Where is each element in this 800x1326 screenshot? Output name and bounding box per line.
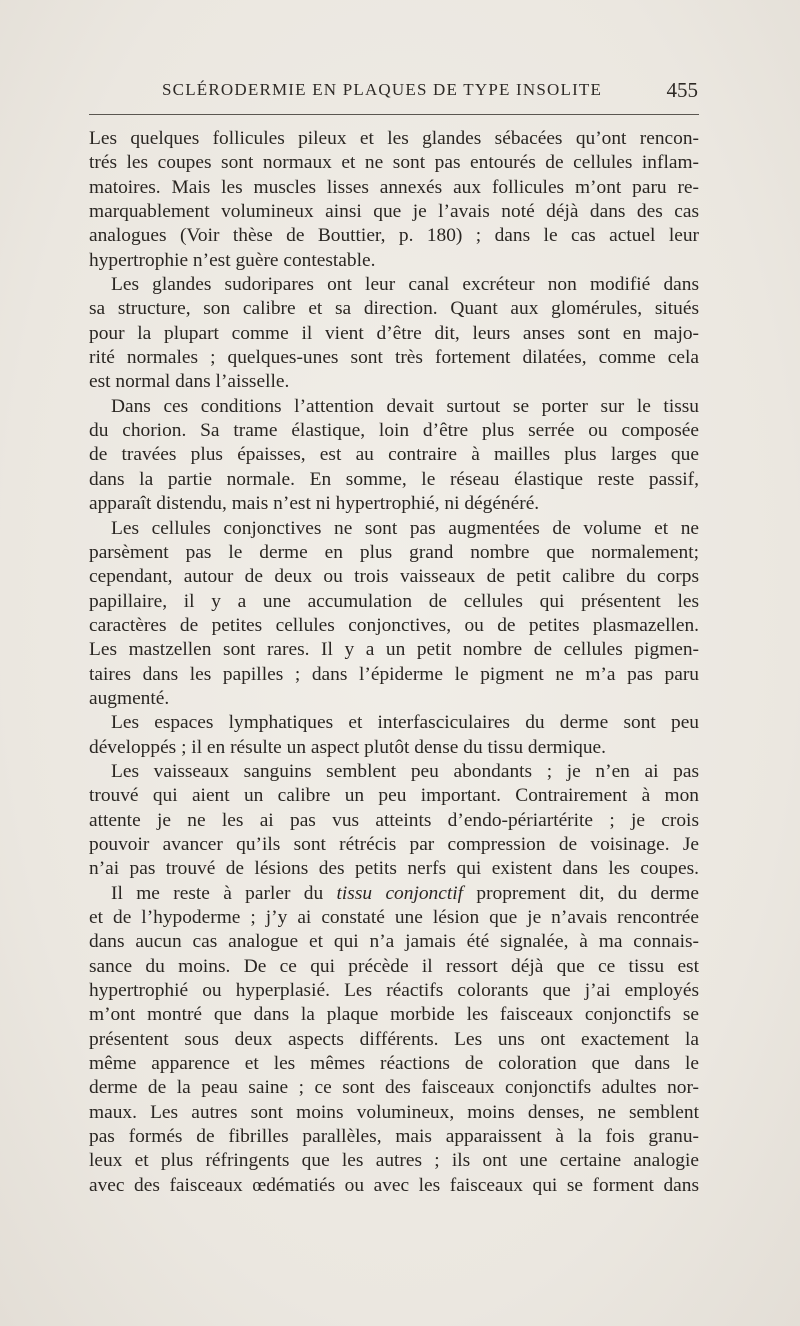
page-header	[88, 80, 700, 106]
text-line: du chorion. Sa trame élastique, loin d’être plus serrée ou composée	[89, 420, 699, 442]
text-line: Les espaces lymphatiques et interfasciculaires du derme sont peu	[111, 712, 699, 734]
text-line: hypertrophie n’est guère contestable.	[89, 249, 376, 271]
text-line: Les mastzellen sont rares. Il y a un petit nombre de cellules pigmen-	[89, 639, 699, 661]
text-line: développés ; il en résulte un aspect plutôt dense du tissu dermique.	[89, 736, 606, 758]
text-line: apparaît distendu, mais n’est ni hypertrophié, ni dégénéré.	[89, 493, 540, 515]
text-line: présentent sous deux aspects différents. Les uns ont exactement la	[89, 1028, 699, 1050]
text-line: attente je ne les ai pas vus atteints d’endo-périartérite ; je crois	[89, 809, 699, 831]
text-line: trés les coupes sont normaux et ne sont pas entourés de cellules inflam-	[89, 152, 699, 174]
text-line: et de l’hypoderme ; j’y ai constaté une lésion que je n’avais rencontrée	[89, 907, 699, 928]
text-segment: Il me reste à parler du	[111, 882, 324, 904]
text-line: avec des faisceaux œdématiés ou avec les faisceaux qui se forment dans	[89, 1174, 699, 1196]
text-line: dans aucun cas analogue et qui n’a jamais été signalée, à ma connais-	[89, 931, 699, 953]
text-line: augmenté.	[89, 687, 170, 709]
header-rule	[89, 114, 699, 115]
text-line: est normal dans l’aisselle.	[89, 371, 290, 393]
text-line: rité normales ; quelques-unes sont très fortement dilatées, comme cela	[89, 347, 699, 369]
text-line: Les cellules conjonctives ne sont pas augmentées de volume et ne	[111, 517, 699, 539]
text-line-with-italic	[89, 882, 699, 906]
text-segment: proprement dit, du derme	[476, 882, 699, 904]
text-line: papillaire, il y a une accumulation de cellules qui présentent les	[89, 590, 699, 612]
text-line: cependant, autour de deux ou trois vaisseaux de petit calibre du corps	[89, 566, 699, 588]
running-title: SCLÉRODERMIE EN PLAQUES DE TYPE INSOLITE	[162, 80, 603, 99]
text-line: hypertrophié ou hyperplasié. Les réactifs colorants que j’ai employés	[89, 980, 699, 1002]
text-line: derme de la peau saine ; ce sont des faisceaux conjonctifs adultes nor-	[89, 1077, 699, 1099]
text-line: pouvoir avancer qu’ils sont rétrécis par compression de voisinage. Je	[89, 833, 699, 855]
text-line: maux. Les autres sont moins volumineux, moins denses, ne semblent	[89, 1101, 699, 1123]
text-line: dans la partie normale. En somme, le réseau élastique reste passif,	[89, 468, 699, 490]
text-line: parsèment pas le derme en plus grand nombre que normalement;	[89, 541, 699, 563]
text-line: pour la plupart comme il vient d’être dit, leurs anses sont en majo-	[89, 322, 699, 344]
text-line: Les vaisseaux sanguins semblent peu abondants ; je n’en ai pas	[111, 760, 699, 782]
text-line: caractères de petites cellules conjonctives, ou de petites plasmazellen.	[89, 614, 699, 636]
text-line: m’ont montré que dans la plaque morbide les faisceaux conjonctifs se	[89, 1004, 699, 1026]
page-number: 455	[666, 78, 698, 102]
body-text	[89, 127, 699, 1198]
text-line: sance du moins. De ce qui précède il ressort déjà que ce tissu est	[89, 955, 699, 977]
italic-term: tissu conjonctif	[336, 882, 463, 904]
text-line: sa structure, son calibre et sa direction. Quant aux glomérules, situés	[89, 298, 699, 320]
text-line: marquablement volumineux ainsi que je l’avais noté déjà dans des cas	[89, 201, 699, 223]
text-line: n’ai pas trouvé de lésions des petits nerfs qui existent dans les coupes.	[89, 858, 699, 880]
text-line: Dans ces conditions l’attention devait surtout se porter sur le tissu	[111, 395, 699, 417]
text-line: de travées plus épaisses, est au contraire à mailles plus larges que	[89, 444, 699, 466]
text-line: Les glandes sudoripares ont leur canal excréteur non modifié dans	[111, 274, 699, 296]
text-line: trouvé qui aient un calibre un peu important. Contrairement à mon	[89, 785, 699, 807]
text-line: pas formés de fibrilles parallèles, mais apparaissent à la fois granu-	[89, 1126, 699, 1148]
text-line: analogues (Voir thèse de Bouttier, p. 180) ; dans le cas actuel leur	[89, 225, 699, 247]
text-line: taires dans les papilles ; dans l’épiderme le pigment ne m’a pas paru	[89, 663, 699, 685]
text-line: leux et plus réfringents que les autres ; ils ont une certaine analogie	[89, 1150, 699, 1172]
text-line: même apparence et les mêmes réactions de coloration que dans le	[89, 1053, 699, 1075]
text-line: matoires. Mais les muscles lisses annexés aux follicules m’ont paru re-	[89, 176, 699, 198]
text-line: Les quelques follicules pileux et les glandes sébacées qu’ont rencon-	[89, 128, 699, 149]
